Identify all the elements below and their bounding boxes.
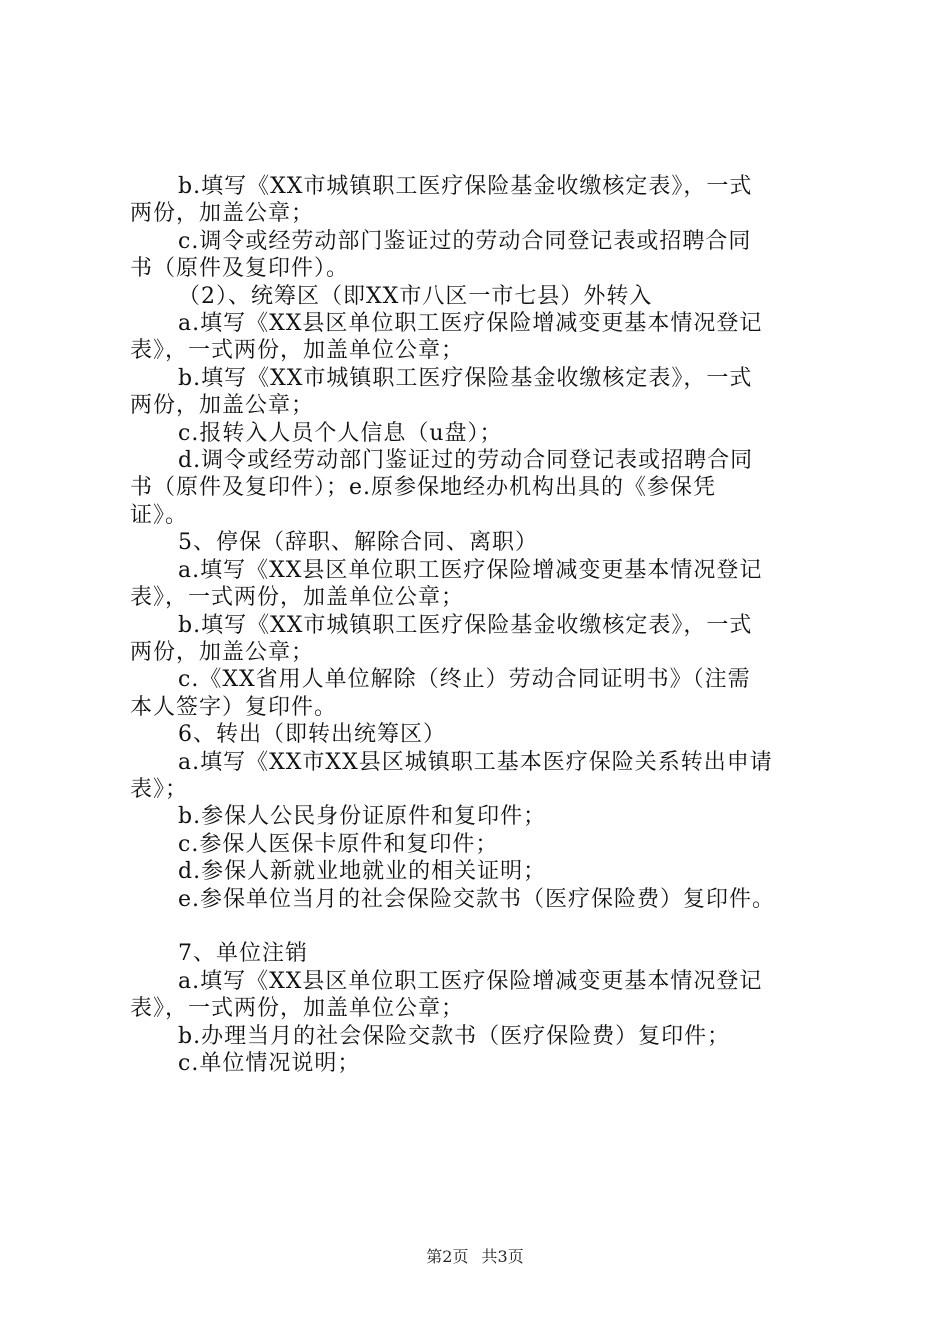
page-number: 第2页 — [426, 1247, 469, 1266]
text-line: （2）、统筹区（即XX市八区一市七县）外转入 — [178, 283, 653, 309]
page-total: 共3页 — [481, 1247, 524, 1266]
text-line: c.参保人医保卡原件和复印件； — [178, 831, 499, 857]
text-line: 7、单位注销 — [178, 941, 308, 967]
text-line: a.填写《XX县区单位职工医疗保险增减变更基本情况登记 — [178, 968, 763, 994]
text-line: 两份，加盖公章； — [130, 393, 315, 419]
text-line: c.报转入人员个人信息（u盘）； — [178, 420, 503, 446]
text-line: 6、转出（即转出统筹区） — [178, 722, 446, 748]
text-line — [130, 913, 835, 940]
text-line: c.单位情况说明； — [178, 1050, 361, 1076]
text-line: d.参保人新就业地就业的相关证明； — [178, 859, 547, 885]
text-line: b.填写《XX市城镇职工医疗保险基金收缴核定表》，一式 — [178, 365, 753, 391]
text-line: 两份，加盖公章； — [130, 639, 315, 665]
text-line: b.参保人公民身份证原件和复印件； — [178, 804, 547, 830]
document-body — [130, 173, 835, 1077]
text-line: 表》，一式两份，加盖单位公章； — [130, 585, 465, 611]
text-line: 两份，加盖公章； — [130, 201, 315, 227]
text-line: d.调令或经劳动部门鉴证过的劳动合同登记表或招聘合同 — [178, 448, 754, 474]
text-line: a.填写《XX市XX县区城镇职工基本医疗保险关系转出申请 — [178, 749, 773, 775]
text-line: 表》，一式两份，加盖单位公章； — [130, 996, 465, 1022]
text-line: c.调令或经劳动部门鉴证过的劳动合同登记表或招聘合同 — [178, 228, 752, 254]
text-line: b.填写《XX市城镇职工医疗保险基金收缴核定表》，一式 — [178, 612, 753, 638]
text-line: 表》； — [130, 776, 189, 802]
text-line: 证》。 — [130, 502, 189, 528]
text-line: 5、停保（辞职、解除合同、离职） — [178, 530, 538, 556]
text-line: 本人签字）复印件。 — [130, 694, 338, 720]
text-line: 书（原件及复印件）；e.原参保地经办机构出具的《参保凭 — [130, 475, 717, 501]
text-line: c.《XX省用人单位解除（终止）劳动合同证明书》（注需 — [178, 667, 751, 693]
text-line: 书（原件及复印件）。 — [130, 256, 350, 282]
text-line: a.填写《XX县区单位职工医疗保险增减变更基本情况登记 — [178, 311, 763, 337]
text-line: b.填写《XX市城镇职工医疗保险基金收缴核定表》，一式 — [178, 174, 753, 199]
text-line: a.填写《XX县区单位职工医疗保险增减变更基本情况登记 — [178, 557, 763, 583]
text-line: 表》，一式两份，加盖单位公章； — [130, 338, 465, 364]
text-line: b.办理当月的社会保险交款书（医疗保险费）复印件； — [178, 1023, 731, 1049]
page-footer — [0, 1244, 950, 1267]
text-line: e.参保单位当月的社会保险交款书（医疗保险费）复印件。 — [178, 886, 776, 912]
